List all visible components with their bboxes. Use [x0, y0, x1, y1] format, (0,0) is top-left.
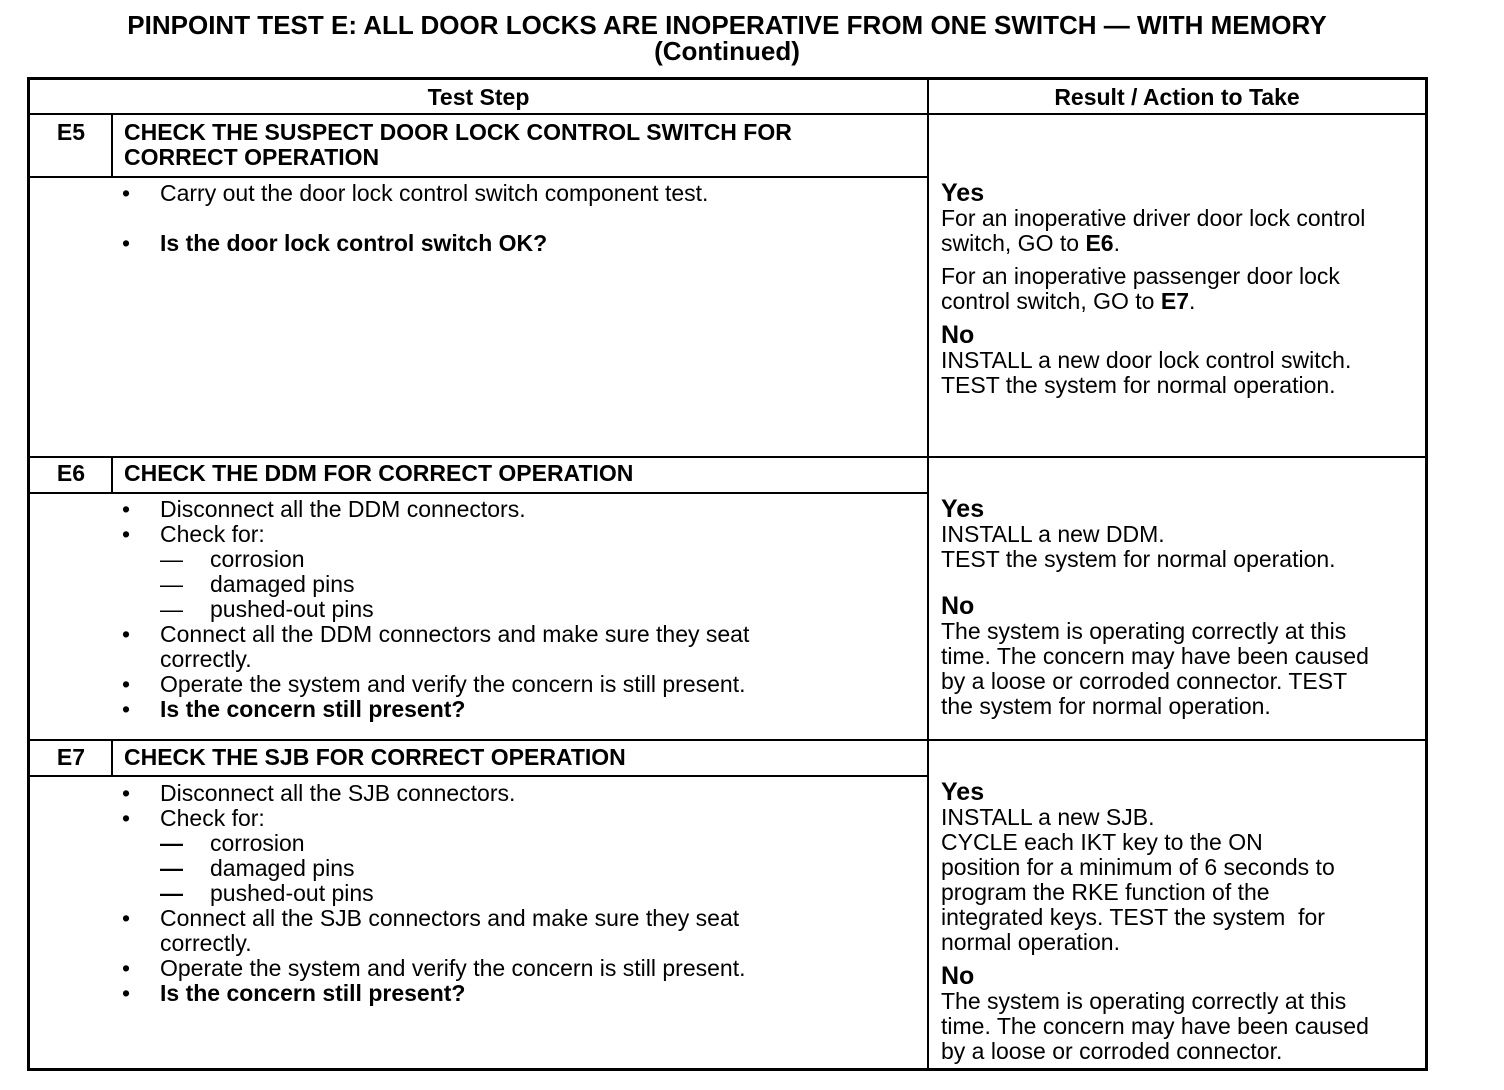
yes-label: Yes	[941, 179, 985, 207]
step-text: Disconnect all the SJB connectors.	[160, 780, 516, 806]
no-label: No	[941, 321, 975, 349]
bullet-icon: •	[122, 696, 131, 722]
dash-icon: —	[160, 546, 183, 572]
bullet-icon: •	[122, 621, 131, 647]
step-text: Check for:	[160, 521, 265, 547]
page-subtitle: (Continued)	[654, 36, 800, 66]
page-title: PINPOINT TEST E: ALL DOOR LOCKS ARE INOPERATIVE FROM ONE SWITCH — WITH MEMORY	[127, 10, 1327, 40]
step-text: Operate the system and verify the concern is still present.	[160, 671, 746, 697]
step-question: Is the concern still present?	[160, 696, 466, 722]
no-label: No	[941, 962, 975, 990]
check-item: pushed-out pins	[210, 880, 374, 906]
step-question: Is the door lock control switch OK?	[160, 230, 548, 256]
step-question: Is the concern still present?	[160, 980, 466, 1006]
step-text: Carry out the door lock control switch component test.	[160, 180, 709, 206]
row-divider	[30, 775, 928, 777]
row-divider	[30, 456, 1425, 458]
bullet-icon: •	[122, 955, 131, 981]
dash-icon: —	[160, 596, 183, 622]
result-e6: Yes INSTALL a new DDM. TEST the system for normal operation. No The system is operating correctly at this time. The concern may have been caused by a loose or corroded connector. TEST the system for normal operation.	[941, 496, 1421, 719]
bullet-icon: •	[122, 230, 131, 256]
step-id-e7: E7	[56, 744, 86, 770]
dash-icon: —	[160, 880, 183, 906]
column-divider	[927, 80, 929, 1068]
bullet-icon: •	[122, 980, 131, 1006]
header-test-step: Test Step	[427, 84, 530, 110]
step-text: Operate the system and verify the concern is still present.	[160, 955, 746, 981]
pinpoint-test-table	[27, 77, 1428, 1071]
bullet-icon: •	[122, 496, 131, 522]
step-text: Connect all the SJB connectors and make sure they seat	[160, 905, 740, 931]
row-divider	[30, 492, 928, 494]
yes-label: Yes	[941, 495, 985, 523]
step-text: Check for:	[160, 805, 265, 831]
row-divider	[30, 739, 1425, 741]
row-divider	[30, 176, 928, 178]
step-title-e6: CHECK THE DDM FOR CORRECT OPERATION	[124, 460, 634, 486]
step-id-e5: E5	[56, 119, 86, 145]
step-title-e7: CHECK THE SJB FOR CORRECT OPERATION	[124, 744, 626, 770]
check-item: corrosion	[210, 546, 305, 572]
bullet-icon: •	[122, 180, 131, 206]
dash-icon: —	[160, 855, 183, 881]
check-item: damaged pins	[210, 855, 355, 881]
header-result-action: Result / Action to Take	[1054, 84, 1300, 110]
no-label: No	[941, 592, 975, 620]
check-item: damaged pins	[210, 571, 355, 597]
result-e7: Yes INSTALL a new SJB. CYCLE each IKT key to the ON position for a minimum of 6 seconds to program the RKE function of the integrated keys. TEST the system for normal operation. No The system is operating correctly at this time. The concern may have been caused by a loose or corroded connector.	[941, 779, 1421, 1064]
bullet-icon: •	[122, 780, 131, 806]
bullet-icon: •	[122, 905, 131, 931]
yes-label: Yes	[941, 778, 985, 806]
result-e5: Yes For an inoperative driver door lock control switch, GO to E6. For an inoperative passenger door lock control switch, GO to E7. No INSTALL a new door lock control switch. TEST the system for normal operation.	[941, 180, 1421, 398]
step-text: correctly.	[160, 646, 252, 672]
check-item: pushed-out pins	[210, 596, 374, 622]
bullet-icon: •	[122, 671, 131, 697]
dash-icon: —	[160, 830, 183, 856]
step-text: Disconnect all the DDM connectors.	[160, 496, 526, 522]
step-id-e6: E6	[56, 460, 86, 486]
step-text: Connect all the DDM connectors and make sure they seat	[160, 621, 750, 647]
check-item: corrosion	[210, 830, 305, 856]
bullet-icon: •	[122, 521, 131, 547]
step-title-e5: CHECK THE SUSPECT DOOR LOCK CONTROL SWITCH FOR CORRECT OPERATION	[124, 119, 792, 170]
bullet-icon: •	[122, 805, 131, 831]
step-text: correctly.	[160, 930, 252, 956]
dash-icon: —	[160, 571, 183, 597]
